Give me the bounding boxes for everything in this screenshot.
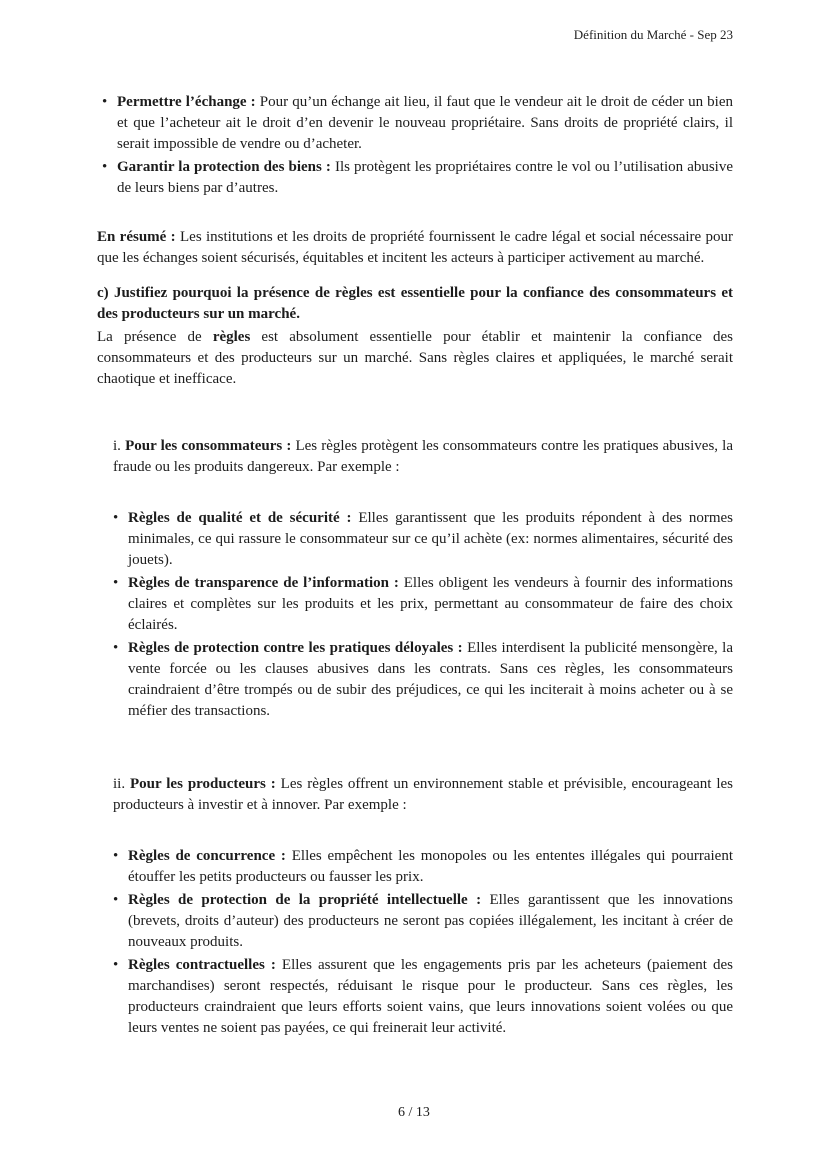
rule-item bbox=[113, 846, 733, 888]
page-header bbox=[574, 24, 733, 45]
rule-text: Elles garantissent que les produits répondent à des normes minimales, ce qui rassure le consommateur sur ce qu’il achète (ex: normes alimentaires, sécurité des jouets). bbox=[128, 510, 733, 568]
list-item-lead: Permettre l’échange : bbox=[117, 94, 256, 110]
rule-lead: Règles de qualité et de sécurité : bbox=[128, 510, 352, 526]
producers-lead: Pour les producteurs : bbox=[129, 776, 276, 792]
rule-item bbox=[113, 508, 733, 571]
rule-item bbox=[113, 955, 733, 1039]
consumer-rules-list bbox=[113, 508, 733, 722]
page-footer bbox=[0, 1102, 828, 1123]
consumers-prefix: i. bbox=[113, 438, 121, 454]
list-item-text: Pour qu’un échange ait lieu, il faut que le vendeur ait le droit de céder un bien et que l’acheteur ait le droit d’en devenir le nouveau propriétaire. Sans droits de propriété clairs, il serait impossible de vendre ou d’acheter. bbox=[117, 94, 733, 152]
summary-text: Les institutions et les droits de propriété fournissent le cadre légal et social nécessaire pour que les échanges soient sécurisés, équitables et incitent les acteurs à participer activement au marché. bbox=[97, 229, 734, 266]
question-c-intro bbox=[97, 327, 733, 390]
producers-section-intro bbox=[113, 774, 733, 816]
consumers-lead: Pour les consommateurs : bbox=[125, 438, 292, 454]
rule-text: Elles obligent les vendeurs à fournir des informations claires et complètes sur les produits et les prix, permettant au consommateur de faire des choix éclairés. bbox=[128, 575, 733, 633]
question-c-heading: c) Justifiez pourquoi la présence de règles est essentielle pour la confiance des consommateurs et des producteurs sur un marché. bbox=[97, 285, 733, 322]
intro-after: est absolument essentielle pour établir et maintenir la confiance des consommateurs et des producteurs sur un marché. Sans règles claires et appliquées, le marché serait chaotique et inefficace. bbox=[97, 329, 734, 387]
rule-lead: Règles de protection de la propriété intellectuelle : bbox=[128, 892, 482, 908]
list-item bbox=[97, 157, 733, 199]
page-content bbox=[0, 92, 828, 1039]
rule-lead: Règles de concurrence : bbox=[128, 848, 286, 864]
rule-lead: Règles contractuelles : bbox=[128, 957, 276, 973]
rule-item bbox=[113, 890, 733, 953]
consumers-section-intro bbox=[113, 436, 733, 478]
summary-paragraph bbox=[97, 227, 733, 269]
page-number: 6 / 13 bbox=[398, 1105, 430, 1120]
list-item-lead: Garantir la protection des biens : bbox=[117, 159, 331, 175]
header-title: Définition du Marché - Sep 23 bbox=[573, 27, 733, 42]
producers-prefix: ii. bbox=[113, 776, 126, 792]
intro-bold-word: règles bbox=[212, 329, 251, 345]
property-rights-list bbox=[97, 92, 733, 199]
rule-item bbox=[113, 573, 733, 636]
rule-text: Elles garantissent que les innovations (brevets, droits d’auteur) des producteurs ne seront pas copiées illégalement, les incitant à créer de nouveaux produits. bbox=[128, 892, 733, 950]
list-item-text: Ils protègent les propriétaires contre le vol ou l’utilisation abusive de leurs biens par d’autres. bbox=[117, 159, 734, 196]
producer-rules-list bbox=[113, 846, 733, 1039]
summary-lead: En résumé : bbox=[97, 229, 176, 245]
consumers-text: Les règles protègent les consommateurs contre les pratiques abusives, la fraude ou les produits dangereux. Par exemple : bbox=[113, 438, 733, 475]
producers-text: Les règles offrent un environnement stable et prévisible, encourageant les producteurs à investir et à innover. Par exemple : bbox=[113, 776, 733, 813]
rule-text: Elles assurent que les engagements pris par les acheteurs (paiement des marchandises) seront respectés, réduisant le risque pour le producteur. Sans ces règles, les producteurs craindraient que leurs efforts soient vains, que leurs innovations soient volées ou que leurs ventes ne soient pas payées, ce qui freinerait leur activité. bbox=[128, 957, 733, 1036]
rule-text: Elles empêchent les monopoles ou les ententes illégales qui pourraient étouffer les petits producteurs ou fausser les prix. bbox=[128, 848, 733, 885]
rule-text: Elles interdisent la publicité mensongère, la vente forcée ou les clauses abusives dans les contrats. Sans ces règles, les consommateurs craindraient d’être trompés ou de subir des préjudices, ce qui les inciterait à moins acheter ou à se méfier des transactions. bbox=[128, 640, 734, 719]
rule-item bbox=[113, 638, 733, 722]
intro-before: La présence de bbox=[97, 329, 202, 345]
rule-lead: Règles de protection contre les pratiques déloyales : bbox=[128, 640, 463, 656]
rule-lead: Règles de transparence de l’information : bbox=[128, 575, 399, 591]
list-item bbox=[97, 92, 733, 155]
